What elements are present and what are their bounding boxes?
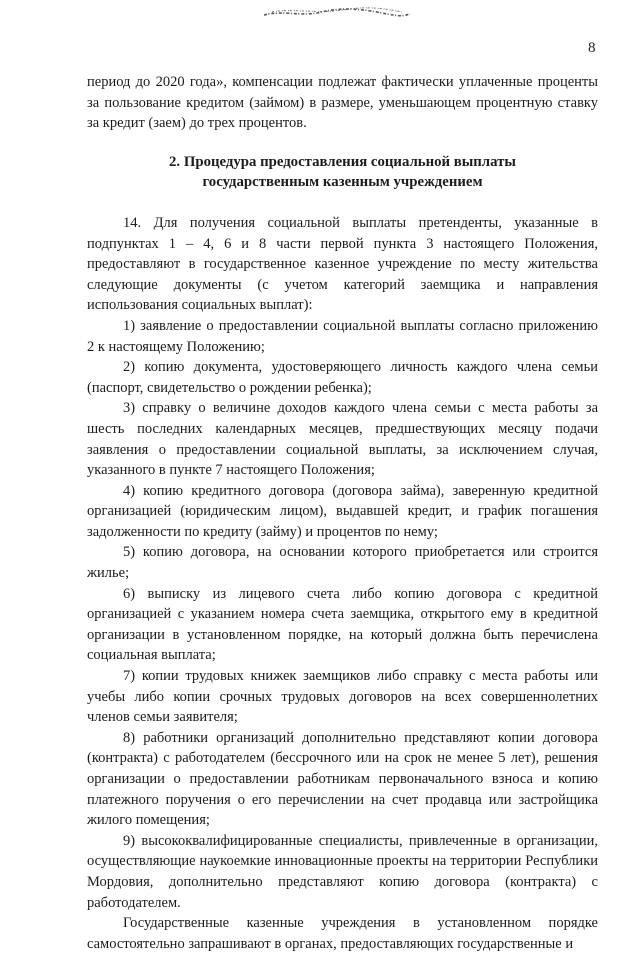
list-item-4: 4) копию кредитного договора (договора займа), заверенную кредитной организацией (юридическим лицом), выдавшей кредит, и график погашения задолженности по кредиту (займу) и процентов по нему; [87,482,598,540]
intro-paragraph: период до 2020 года», компенсации подлежат фактически уплаченные проценты за пользование кредитом (займом) в размере, уменьшающем процентную ставку за кредит (заем) до трех процентов. [87,74,598,132]
section-heading-line-2: государственным казенным учреждением [202,174,483,191]
list-item-8: 8) работники организаций дополнительно представляют копии договора (контракта) с работодателем (бессрочного или на срок не менее 5 лет), решения организации о предоставлении работникам первоначального взноса и копию платежного поручения о его перечислении на счет продавца или застройщика жилого помещения; [87,729,598,829]
section-heading [87,152,598,193]
section-heading-line-1: 2. Процедура предоставления социальной выплаты [169,153,516,170]
closing-paragraph: Государственные казенные учреждения в установленном порядке самостоятельно запрашивают в органах, предоставляющих государственные и [87,915,598,952]
scan-stamp-mark [262,6,412,20]
list-item-9: 9) высококвалифицированные специалисты, привлеченные в организации, осуществляющие наукоемкие инновационные проекты на территории Республики Мордовия, дополнительно представляют копию договора (контракта) с работодателем. [87,832,598,911]
page-number: 8 [588,40,596,56]
list-item-6: 6) выписку из лицевого счета либо копию договора с кредитной организацией с указанием номера счета заемщика, открытого ему в кредитной организации в установленном порядке, на который должна быть перечислена социальная выплата; [87,585,598,664]
list-item-3: 3) справку о величине доходов каждого члена семьи с места работы за шесть последних календарных месяцев, предшествующих месяцу подачи заявления о предоставлении социальной выплаты, за исключением случая, указанного в пункте 7 настоящего Положения; [87,400,598,479]
list-item-2: 2) копию документа, удостоверяющего личность каждого члена семьи (паспорт, свидетельство о рождении ребенка); [87,359,598,396]
list-item-1: 1) заявление о предоставлении социальной выплаты согласно приложению 2 к настоящему Положению; [87,317,598,355]
paragraph-14: 14. Для получения социальной выплаты претенденты, указанные в подпунктах 1 – 4, 6 и 8 части первой пункта 3 настоящего Положения, предоставляют в государственное казенное учреждение по месту жительства следующие документы (с учетом категорий заемщика и направления использования социальных выплат): [87,214,598,314]
list-item-7: 7) копии трудовых книжек заемщиков либо справку с места работы или учебы либо копии срочных трудовых договоров на всех совершеннолетних членов семьи заявителя; [87,668,598,726]
document-body [87,72,598,954]
list-item-5: 5) копию договора, на основании которого приобретается или строится жилье; [87,544,598,582]
